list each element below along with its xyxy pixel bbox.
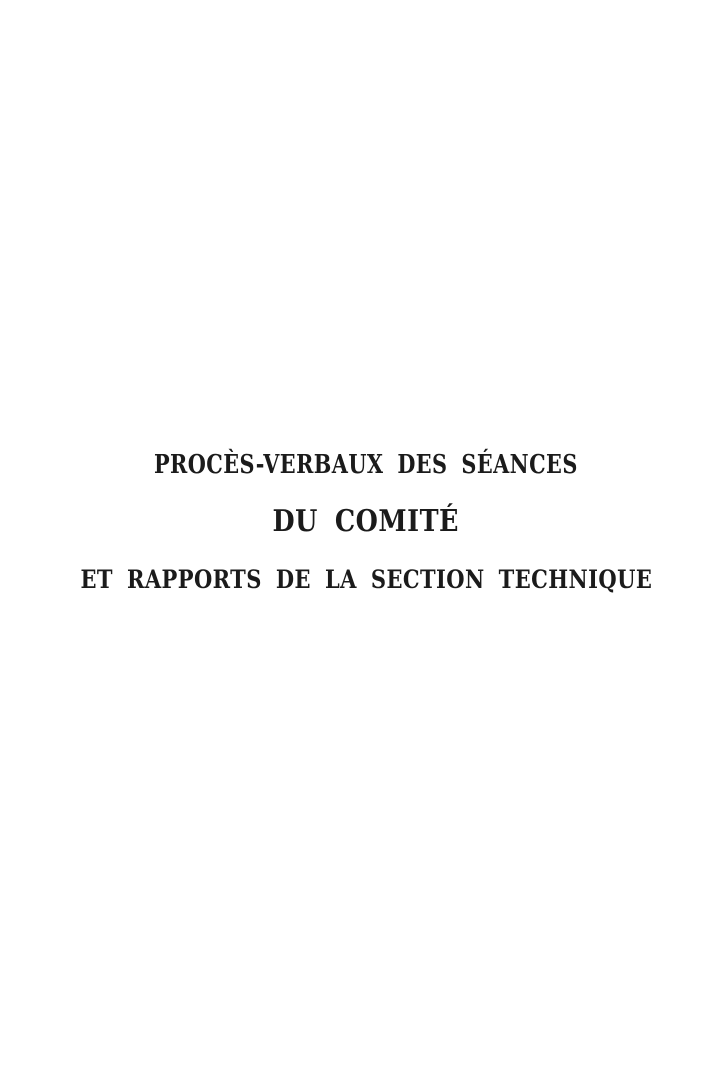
title-line-proces-verbaux-text: PROCÈS-VERBAUX DES SÉANCES xyxy=(154,450,578,480)
title-line-rapports-section-technique xyxy=(6,567,720,592)
title-line-rapports-section-technique-text: ET RAPPORTS DE LA SECTION TECHNIQUE xyxy=(80,565,652,594)
title-line-du-comite xyxy=(6,504,720,539)
title-line-du-comite-text: DU COMITÉ xyxy=(272,504,460,539)
title-line-proces-verbaux xyxy=(6,452,720,478)
